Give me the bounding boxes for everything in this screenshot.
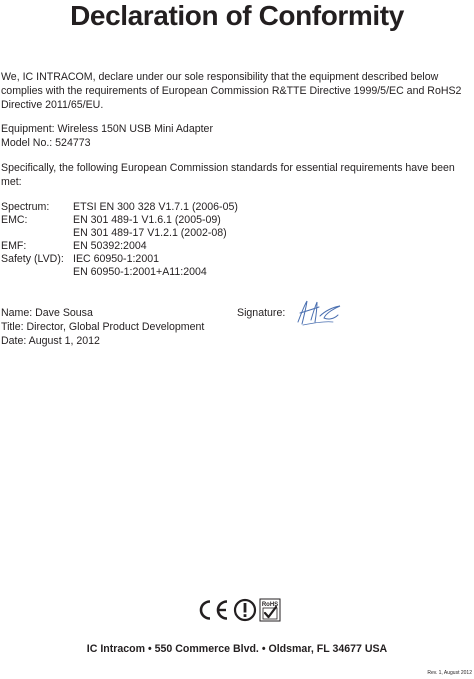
signatory-name: Name: Dave Sousa <box>1 307 93 319</box>
signatory-title: Title: Director, Global Product Development <box>1 321 205 333</box>
standards-intro-line: Specifically, the following European Commission standards for essential requirements have been <box>1 162 455 174</box>
ce-mark-icon <box>195 598 231 627</box>
intro-paragraph <box>1 70 461 112</box>
intro-line: complies with the requirements of European Commission R&TTE Directive 1999/5/EC and RoHS2 <box>1 85 462 97</box>
standards-intro <box>1 161 455 189</box>
signature-label: Signature: <box>237 307 286 319</box>
equipment-line: Equipment: Wireless 150N USB Mini Adapter <box>1 123 213 135</box>
rohs-text: RoHS <box>261 602 279 608</box>
standard-label-spectrum: Spectrum: <box>1 201 50 213</box>
standard-value-safety-2: EN 60950-1:2001+A11:2004 <box>73 266 207 278</box>
handwritten-signature <box>295 298 343 333</box>
standard-label-safety: Safety (LVD): <box>1 253 64 265</box>
rohs-compliant-icon <box>259 598 281 627</box>
standard-value-spectrum: ETSI EN 300 328 V1.7.1 (2006-05) <box>73 201 238 213</box>
class-2-alert-icon <box>233 598 257 627</box>
standard-value-emf: EN 50392:2004 <box>73 240 147 252</box>
company-address-footer: IC Intracom • 550 Commerce Blvd. • Oldsmar, FL 34677 USA <box>86 643 388 655</box>
compliance-marks <box>195 598 285 624</box>
signatory-date: Date: August 1, 2012 <box>1 335 100 347</box>
standard-label-emc: EMC: <box>1 214 28 226</box>
standard-value-safety-1: IEC 60950-1:2001 <box>73 253 159 265</box>
standards-intro-line: met: <box>1 176 22 188</box>
intro-line: Directive 2011/65/EU. <box>1 99 104 111</box>
document-title: Declaration of Conformity <box>70 0 404 31</box>
standard-value-emc-1: EN 301 489-1 V1.6.1 (2005-09) <box>73 214 221 226</box>
model-line: Model No.: 524773 <box>1 137 91 149</box>
equipment-block <box>1 122 213 150</box>
standard-label-emf: EMF: <box>1 240 27 252</box>
intro-line: We, IC INTRACOM, declare under our sole responsibility that the equipment described below <box>1 71 439 83</box>
standard-value-emc-2: EN 301 489-17 V1.2.1 (2002-08) <box>73 227 227 239</box>
revision-note: Rev. 1, August 2012 <box>427 670 472 676</box>
